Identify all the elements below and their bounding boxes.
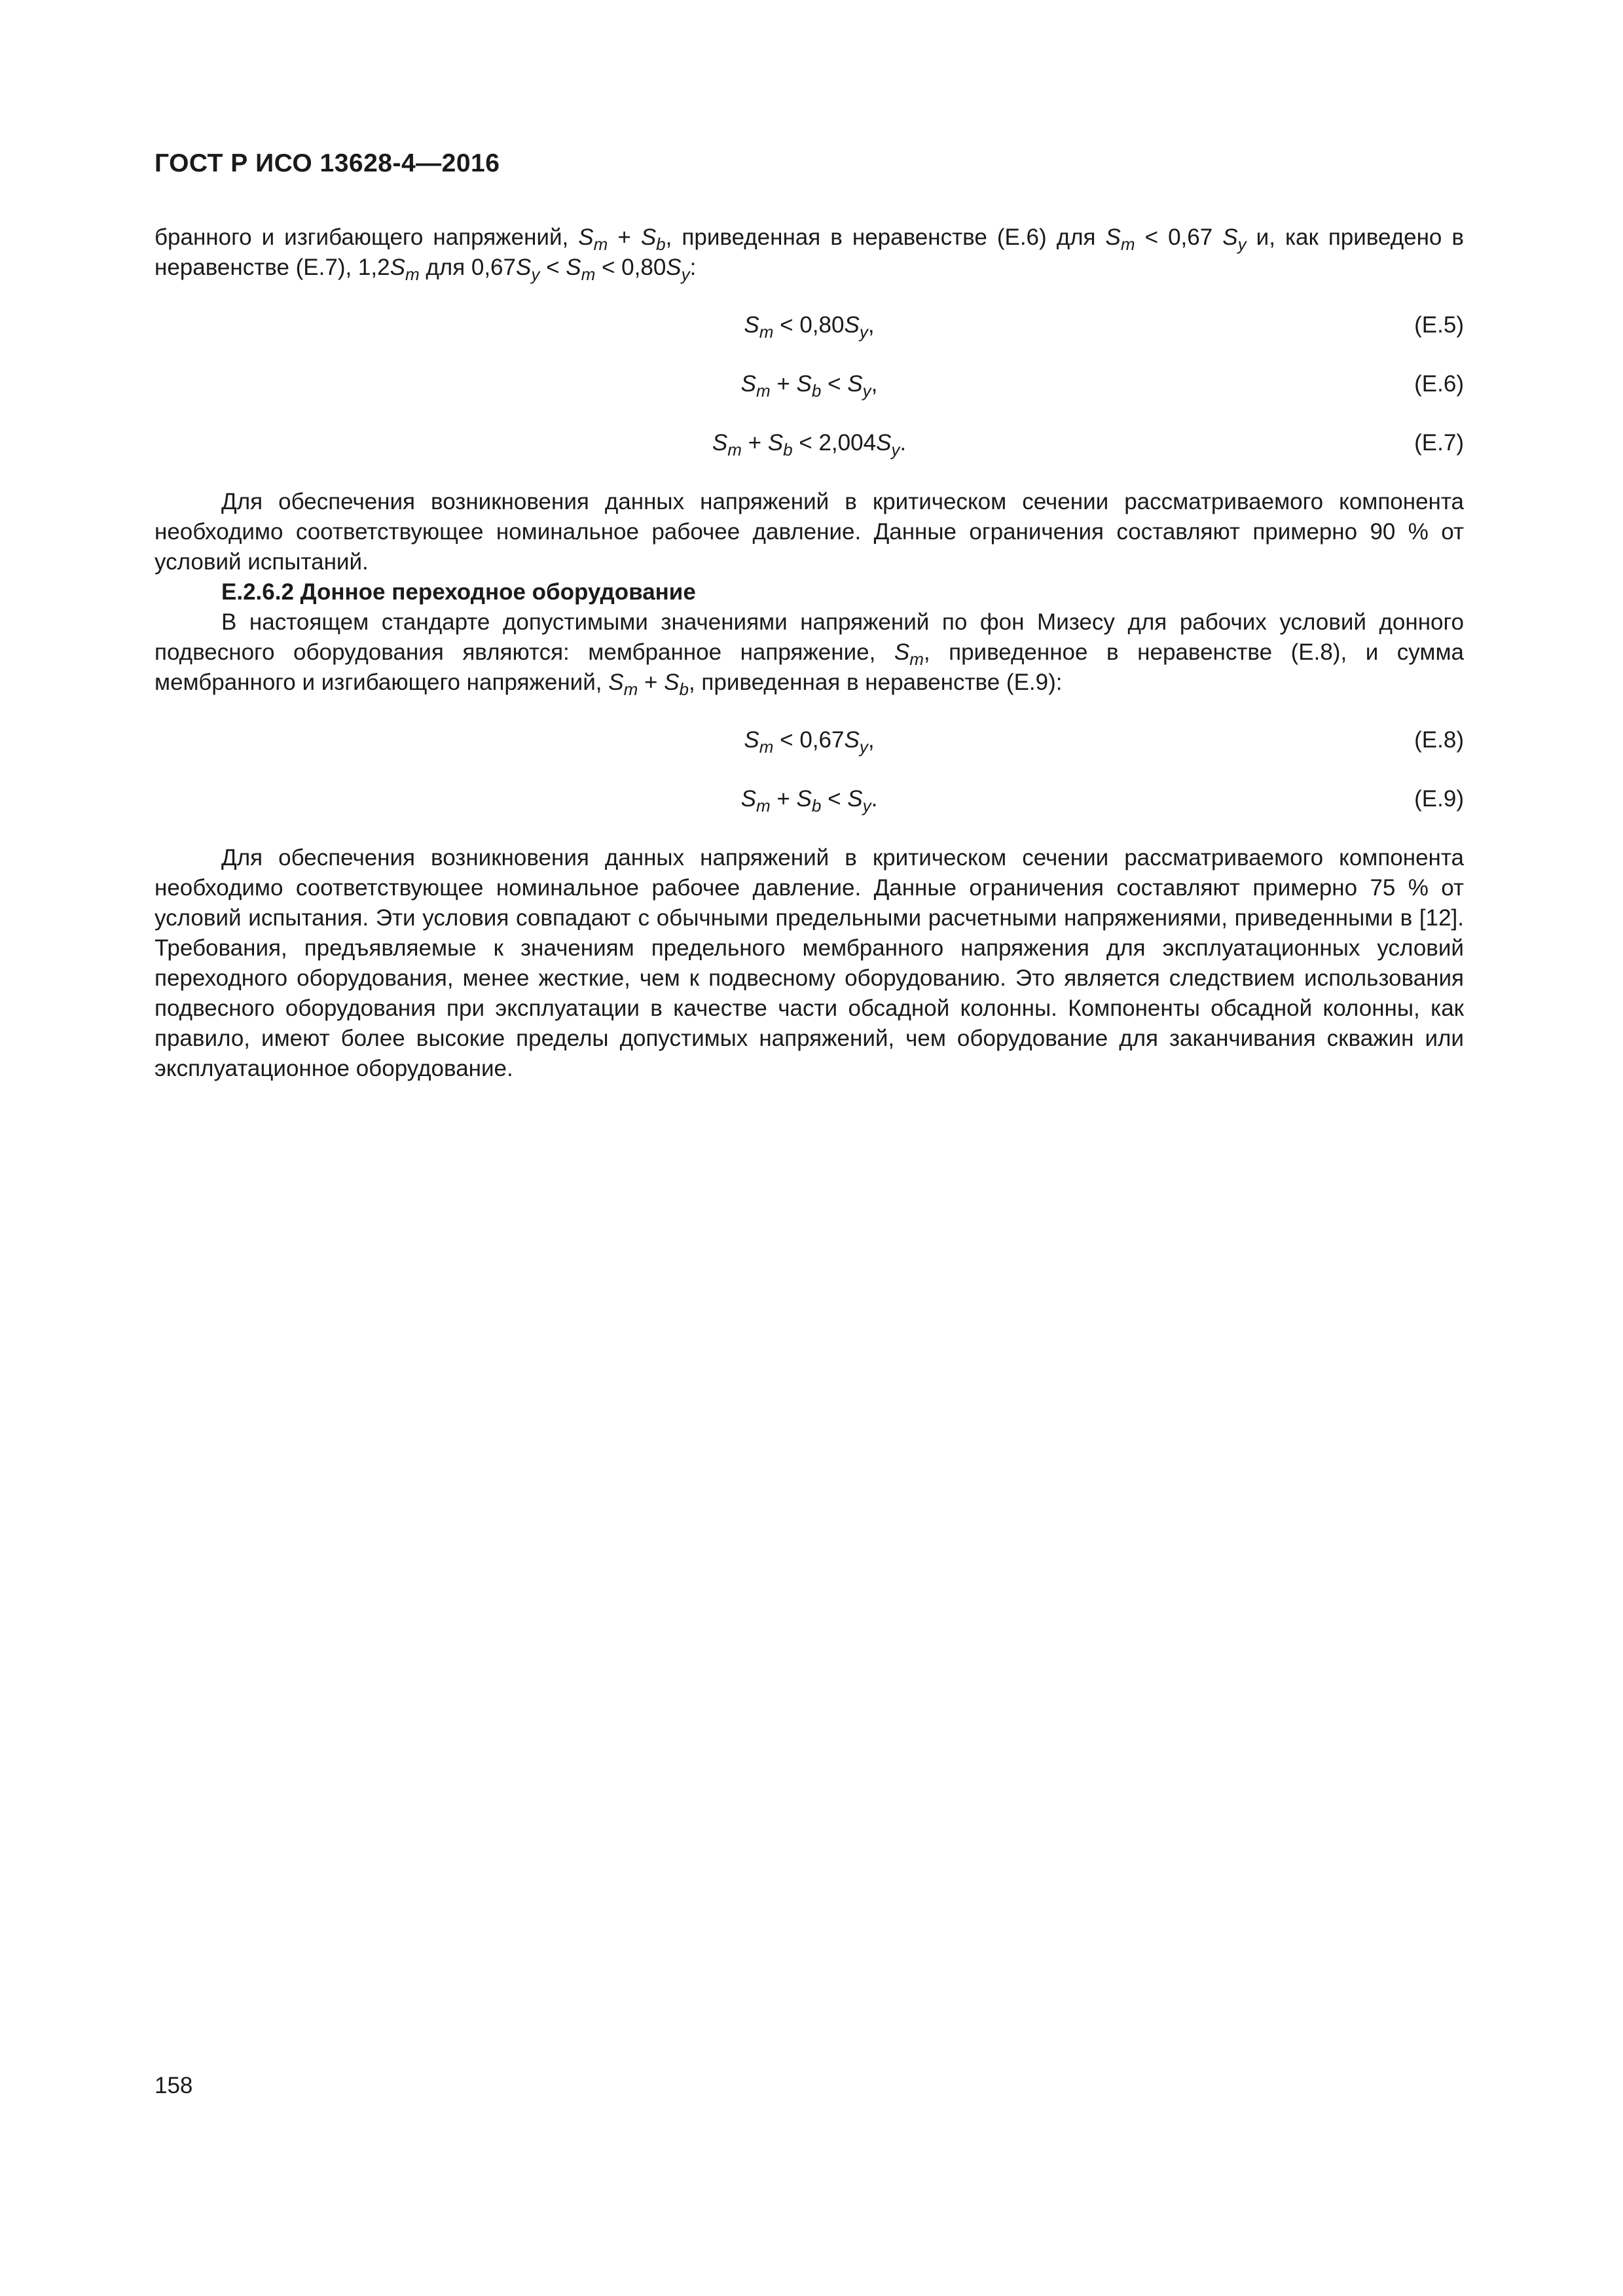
equation-e8 — [155, 725, 1464, 755]
equation-expression: $S_m + S_b < S_y$. — [740, 786, 878, 816]
document-header: ГОСТ Р ИСО 13628-4—2016 — [155, 149, 500, 177]
section-heading: E.2.6.2 Донное переходное оборудование — [221, 579, 696, 605]
paragraph-continuation: бранного и изгибающего напряжений, $S_m + S_b$, приведенная в неравенстве (E.6) для $S_m < 0,67$ $S_y$ и, как приведено в неравенстве (E.7), $1,2S_m$ для $0,67S_y < S_m < 0,80S_y$: — [155, 224, 1465, 284]
equation-e5 — [155, 310, 1464, 340]
equation-e9 — [155, 784, 1464, 814]
paragraph-von-mises: В настоящем стандарте допустимыми значениями напряжений по фон Мизесу для рабочих условий донного подвесного оборудования являются: мембранное напряжение, $S_m$, приведенное в неравенстве (E.8), и сумма мембранного и изгибающего напряжений, $S_m + S_b$, приведенная в неравенстве (E.9): — [155, 609, 1464, 699]
equation-number: (E.9) — [1414, 786, 1464, 812]
paragraph-pressure-75: Для обеспечения возникновения данных напряжений в критическом сечении рассматриваемого компонента необходимо соответствующее номинальное рабочее давление. Данные ограничения составляют примерно 75 % от условий испытания. Эти условия совпадают с обычными предельными расчетными напряжениями, приведенными в [12]. Требования, предъявляемые к значениям предельного мембранного напряжения для эксплуатационных условий переходного оборудования, менее жесткие, чем к подвесному оборудованию. Это является следствием использования подвесного оборудования при эксплуатации в качестве части обсадной колонны. Компоненты обсадной колонны, как правило, имеют более высокие пределы допустимых напряжений, чем оборудование для заканчивания скважин или эксплуатационное оборудование. — [155, 845, 1464, 1081]
equation-number: (E.5) — [1414, 312, 1464, 338]
equation-e6 — [155, 369, 1464, 399]
equation-expression: $S_m < 0,80S_y$, — [744, 312, 875, 342]
page-content — [155, 223, 1464, 1084]
equation-number: (E.7) — [1414, 430, 1464, 456]
equation-expression: $S_m + S_b < 2,004S_y$. — [712, 430, 907, 459]
equation-e7 — [155, 428, 1464, 458]
equation-number: (E.8) — [1414, 727, 1464, 753]
paragraph-pressure-90: Для обеспечения возникновения данных напряжений в критическом сечении рассматриваемого компонента необходимо соответствующее номинальное рабочее давление. Данные ограничения составляют примерно 90 % от условий испытаний. — [155, 489, 1464, 575]
equation-expression: $S_m < 0,67S_y$, — [744, 727, 875, 757]
equation-expression: $S_m + S_b < S_y$, — [740, 371, 878, 401]
page-number: 158 — [155, 2073, 193, 2098]
equation-number: (E.6) — [1414, 371, 1464, 397]
